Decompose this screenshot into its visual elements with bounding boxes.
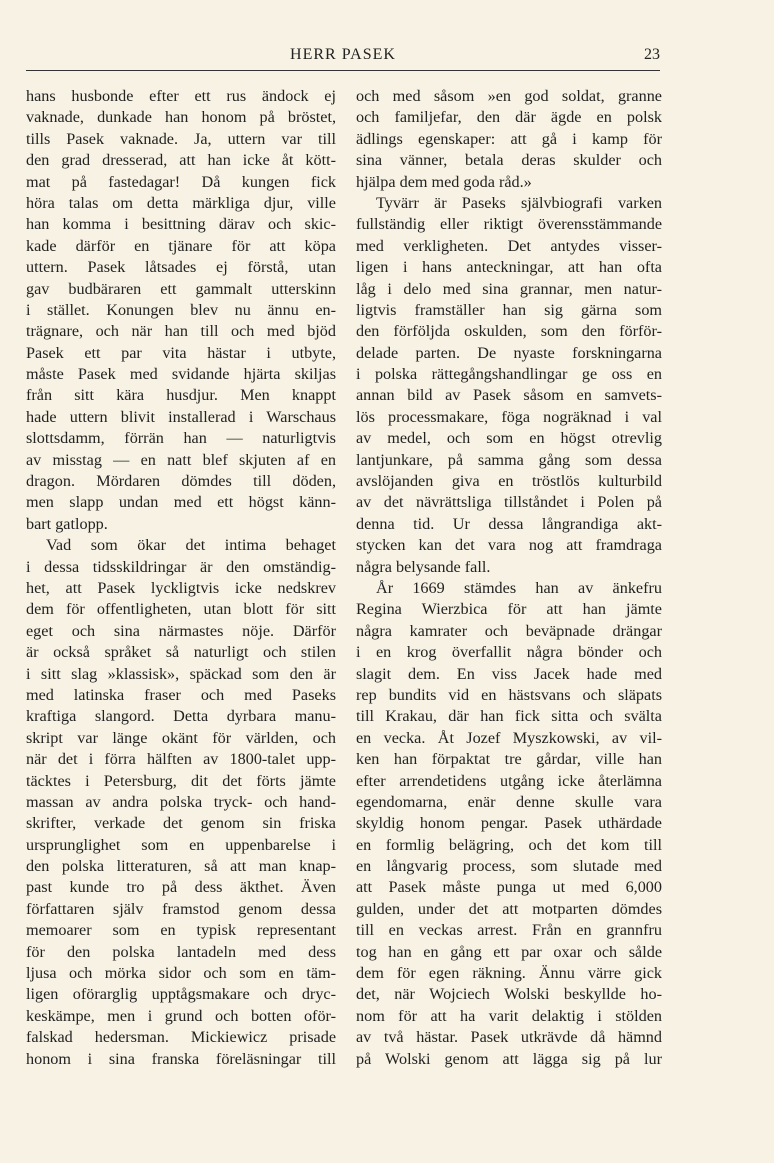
- text-line: honom i sina franska föreläsningar till: [26, 1049, 336, 1068]
- text-line: lös processmakare, föga nogräknad i val: [356, 407, 662, 426]
- text-line: det, när Wojciech Wolski beskyllde ho-: [356, 985, 662, 1004]
- text-line: till Krakau, där han fick sitta och svälta: [356, 707, 662, 726]
- text-line: en långvarig process, som slutade med: [356, 857, 662, 876]
- text-line: måste Pasek med svidande hjärta skiljas: [26, 365, 336, 384]
- text-line: past kunde tro på dess äkthet. Även: [26, 878, 336, 897]
- text-line: att Pasek måste punga ut med 6,000: [356, 878, 662, 897]
- text-line: efter arrendetidens utgång icke återlämna: [356, 771, 662, 790]
- text-line: dem för offentligheten, utan blott för sitt: [26, 600, 336, 619]
- text-line: från sitt kära husdjur. Men knappt: [26, 386, 336, 405]
- text-line: några kamrater och beväpnade drängar: [356, 621, 662, 640]
- text-line: låg i delo med sina grannar, men natur-: [356, 279, 662, 298]
- text-line: fullständig eller riktigt överensstämmande: [356, 215, 662, 234]
- text-line: rep bundits vid en hästsvans och släpats: [356, 685, 662, 704]
- text-line: delade parten. De nyaste forskningarna: [356, 343, 662, 362]
- text-line: gav budbäraren ett gammalt utterskinn: [26, 279, 336, 298]
- text-line: Vad som ökar det intima behaget: [46, 536, 336, 555]
- text-line: ursprunglighet som en uppenbarelse i: [26, 835, 336, 854]
- text-line: ljusa och mörka sidor och som en täm-: [26, 964, 336, 983]
- text-line: ligen i hans anteckningar, att han ofta: [356, 258, 662, 277]
- text-line: täcktes i Petersburg, dit det förts jämte: [26, 771, 336, 790]
- text-line: och familjefar, den där ägde en polsk: [356, 108, 662, 127]
- text-line: några belysande fall.: [356, 557, 491, 576]
- text-line: keskämpe, men i grund och botten oför-: [26, 1006, 336, 1025]
- text-line: i stället. Konungen blev nu ännu en-: [26, 300, 336, 319]
- text-line: en formlig belägring, och det kom till: [356, 835, 662, 854]
- text-line: i sitt slag »klassisk», späckad som den är: [26, 664, 336, 683]
- text-line: ädlings egenskaper: att gå i kamp för: [356, 129, 662, 148]
- text-line: i en krog överfallit några bönder och: [356, 643, 662, 662]
- text-line: avslöjanden giva en tröstlös kulturbild: [356, 472, 662, 491]
- text-line: skrifter, verkade det genom sin friska: [26, 814, 336, 833]
- text-line: hade uttern blivit installerad i Warschaus: [26, 407, 336, 426]
- page-number: 23: [644, 46, 660, 63]
- text-line: slagit dem. En viss Jacek hade med: [356, 664, 662, 683]
- text-line: stycken kan det vara nog att framdraga: [356, 536, 662, 555]
- text-line: gulden, under det att motparten dömdes: [356, 899, 662, 918]
- text-line: men slapp undan med ett högst känn-: [26, 493, 336, 512]
- text-line: falskad hedersman. Mickiewicz prisade: [26, 1028, 336, 1047]
- text-line: av det nävrättsliga tillståndet i Polen på: [356, 493, 662, 512]
- text-line: ligen oförarglig upptågsmakare och dryc-: [26, 985, 336, 1004]
- text-line: höra talas om detta märkliga djur, ville: [26, 193, 336, 212]
- text-line: och med såsom »en god soldat, granne: [356, 87, 662, 105]
- text-line: av två hästar. Pasek utkrävde då hämnd: [356, 1028, 662, 1047]
- text-line: bart gatlopp.: [26, 514, 108, 533]
- text-line: annan bild av Pasek såsom en samvets-: [356, 386, 662, 405]
- text-line: hjälpa dem med goda råd.»: [356, 172, 532, 191]
- text-line: dem för egen räkning. Ännu värre gick: [356, 964, 662, 983]
- text-line: memoarer som en typisk representant: [26, 921, 336, 940]
- text-line: av medel, och som en högst otrevlig: [356, 429, 662, 448]
- text-line: av misstag — en natt blef skjuten af en: [26, 450, 336, 469]
- text-line: eget och sina närmastes nöje. Därför: [26, 621, 336, 640]
- text-line: Pasek ett par vita hästar i utbyte,: [26, 343, 336, 362]
- text-line: ligtvis framställer han sig gärna som: [356, 300, 662, 319]
- text-line: i polska rättegångshandlingar ge oss en: [356, 365, 662, 384]
- text-line: År 1669 stämdes han av änkefru: [376, 578, 662, 597]
- text-line: Tyvärr är Paseks självbiografi varken: [376, 193, 662, 212]
- text-line: en vecka. Åt Jozef Myszkowski, av vil-: [356, 728, 662, 747]
- text-line: i dessa tidsskildringar är den omständig-: [26, 557, 336, 576]
- text-line: med latinska fraser och med Paseks: [26, 685, 336, 704]
- text-line: tills Pasek vaknade. Ja, uttern var till: [26, 129, 336, 148]
- text-line: den grad dresserad, att han icke åt kött-: [26, 151, 336, 170]
- text-line: het, att Pasek lyckligtvis icke nedskrev: [26, 578, 336, 597]
- text-line: författaren själv framstod genom dessa: [26, 899, 336, 918]
- text-line: mat på fastedagar! Då kungen fick: [26, 172, 336, 191]
- text-line: till en veckas arrest. Från en grannfru: [356, 921, 662, 940]
- text-line: denna tid. Ur dessa långrandiga akt-: [356, 514, 662, 533]
- text-line: sina vänner, betala deras skulder och: [356, 151, 662, 170]
- text-line: uttern. Pasek låtsades ej förstå, utan: [26, 258, 336, 277]
- text-line: med verkligheten. Det antydes visser-: [356, 236, 662, 255]
- text-line: Regina Wierzbica för att han jämte: [356, 600, 662, 619]
- text-line: skript var länge okänt för världen, och: [26, 728, 336, 747]
- running-header: [26, 40, 660, 71]
- text-line: vaknade, dunkade han honom på bröstet,: [26, 108, 336, 127]
- text-line: tog han en gång ett par oxar och sålde: [356, 942, 662, 961]
- right-text-column: [356, 86, 662, 1070]
- text-line: kraftiga slangord. Detta dyrbara manu-: [26, 707, 336, 726]
- text-line: på Wolski genom att lägga sig på lur: [356, 1049, 662, 1068]
- text-line: massan av andra polska tryck- och hand-: [26, 792, 336, 811]
- text-line: trägnare, och när han till och med bjöd: [26, 322, 336, 341]
- text-line: den förföljda oskulden, som den förför-: [356, 322, 662, 341]
- text-line: när det i förra hälften av 1800-talet upp-: [26, 750, 336, 769]
- text-line: hans husbonde efter ett rus ändock ej: [26, 87, 336, 105]
- text-line: den polska litteraturen, så att man knap-: [26, 857, 336, 876]
- text-line: för den polska lantadeln med dess: [26, 942, 336, 961]
- text-line: han komma i besittning därav och skic-: [26, 215, 336, 234]
- left-text-column: [26, 86, 336, 1070]
- text-line: nom för att ha varit delaktig i stölden: [356, 1006, 662, 1025]
- text-line: egendomarna, enär denne skulle vara: [356, 792, 662, 811]
- text-line: dragon. Mördaren dömdes till döden,: [26, 472, 336, 491]
- text-line: skyldig honom pengar. Pasek uthärdade: [356, 814, 662, 833]
- text-line: ken han förpaktat tre gårdar, ville han: [356, 750, 662, 769]
- running-title: HERR PASEK: [290, 46, 396, 63]
- text-line: slottsdamm, förrän han — naturligtvis: [26, 429, 336, 448]
- text-line: kade därför en tjänare för att köpa: [26, 236, 336, 255]
- text-line: lantjunkare, på samma gång som dessa: [356, 450, 662, 469]
- text-line: är också språket så naturligt och stilen: [26, 643, 336, 662]
